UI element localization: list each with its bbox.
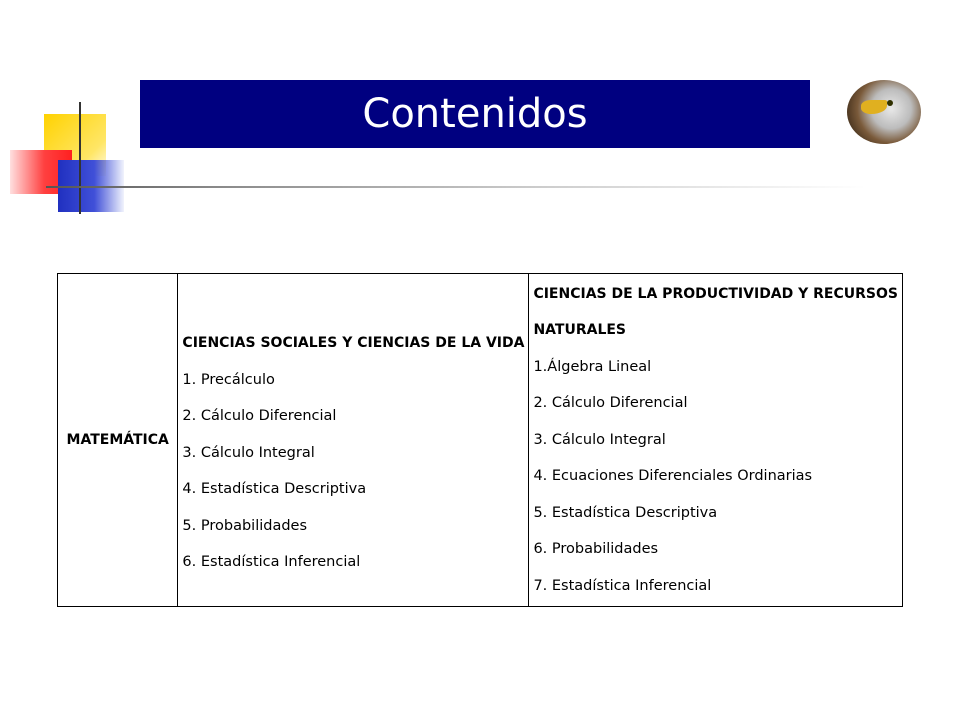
list-item: 1. Precálculo	[182, 371, 275, 388]
productividad-heading-line2: NATURALES	[533, 322, 627, 339]
subject-cell	[58, 274, 178, 607]
eagle-eye	[887, 100, 893, 106]
title-bar	[140, 80, 810, 148]
list-item: 2. Cálculo Diferencial	[533, 395, 688, 412]
list-item: 3. Cálculo Integral	[533, 431, 666, 448]
social-heading: CIENCIAS SOCIALES Y CIENCIAS DE LA VIDA	[182, 335, 525, 352]
slide-title: Contenidos	[362, 91, 588, 137]
contents-table	[57, 273, 903, 607]
list-item: 7. Estadística Inferencial	[533, 577, 712, 594]
social-column-cell	[178, 274, 529, 607]
list-item: 2. Cálculo Diferencial	[182, 408, 337, 425]
eagle-icon	[847, 80, 921, 144]
decor-horizontal-line	[46, 186, 866, 188]
table-row	[58, 274, 903, 607]
list-item: 4. Estadística Descriptiva	[182, 481, 367, 498]
list-item: 6. Estadística Inferencial	[182, 554, 361, 571]
list-item: 1.Álgebra Lineal	[533, 358, 652, 375]
list-item: 5. Probabilidades	[182, 517, 308, 534]
productividad-column-cell	[529, 274, 903, 607]
eagle-beak	[861, 100, 887, 114]
decor-vertical-line	[79, 102, 81, 214]
list-item: 3. Cálculo Integral	[182, 444, 315, 461]
list-item: 4. Ecuaciones Diferenciales Ordinarias	[533, 468, 813, 485]
subject-label: MATEMÁTICA	[66, 432, 169, 448]
list-item: 6. Probabilidades	[533, 541, 659, 558]
list-item: 5. Estadística Descriptiva	[533, 504, 718, 521]
productividad-heading-line1: CIENCIAS DE LA PRODUCTIVIDAD Y RECURSOS	[533, 285, 898, 302]
